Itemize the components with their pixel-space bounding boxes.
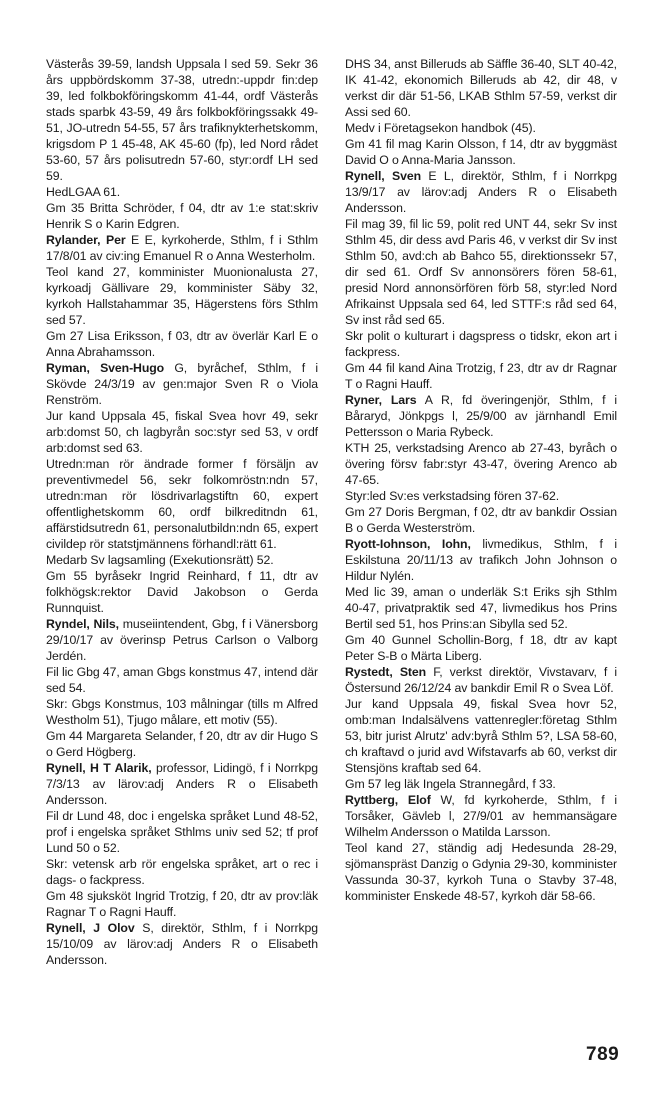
entry-text: W, fd kyrkoherde, Sthlm, f i Torsåker, Gävleb l, 27/9/01 av hemmansägare Wilhelm Andersson o Matilda Larsson.: [345, 793, 617, 839]
entry-text: Skr: vetensk arb rör engelska språket, art o rec i dags- o fackpress.: [46, 857, 318, 887]
entry-text: Gm 27 Lisa Eriksson, f 03, dtr av överlär Karl E o Anna Abrahamsson.: [46, 329, 318, 359]
biography-entry: [345, 440, 617, 488]
entry-text: E L, direktör, Sthlm, f i Norrkpg 13/9/17 av lärov:adj Anders R o Elisabeth Andersson.: [345, 169, 617, 215]
entry-text: Teol kand 27, ständig adj Hedesunda 28-29, sjömanspräst Danzig o Gdynia 29-30, komminister Vassunda 30-37, kyrkoh Tuna o Stavby 37-48, komminister Enskede 48-57, kyrkoh där 58-66.: [345, 841, 617, 903]
biography-entry: [46, 728, 318, 760]
person-name: Ryott-Iohnson, Iohn,: [345, 537, 471, 551]
biography-entry: [46, 264, 318, 328]
entry-text: Skr: Gbgs Konstmus, 103 målningar (tills m Alfred Westholm 51), Tjugo målare, ett motiv (55).: [46, 697, 318, 727]
entry-text: G, byråchef, Sthlm, f i Skövde 24/3/19 av gen:major Sven R o Viola Renström.: [46, 361, 318, 407]
entry-text: F, verkst direktör, Vivstavarv, f i Östersund 26/12/24 av bankdir Emil R o Svea Löf.: [345, 665, 617, 695]
biography-entry: [46, 616, 318, 664]
biography-entry: [46, 920, 318, 968]
entry-text: Gm 44 fil kand Aina Trotzig, f 23, dtr av dr Ragnar T o Ragni Hauff.: [345, 361, 617, 391]
biography-entry: [345, 696, 617, 776]
biography-entry: [345, 584, 617, 632]
entry-text: Jur kand Uppsala 45, fiskal Svea hovr 49, sekr arb:domst 50, ch lagbyrån soc:styr sed 53, v ordf arb:domst sed 63.: [46, 409, 318, 455]
biography-entry: [46, 232, 318, 264]
entry-text: S, direktör, Sthlm, f i Norrkpg 15/10/09 av lärov:adj Anders R o Elisabeth Andersson.: [46, 921, 318, 967]
biography-entry: [345, 392, 617, 440]
entry-text: Gm 48 sjuksköt Ingrid Trotzig, f 20, dtr av prov:läk Ragnar T o Ragni Hauff.: [46, 889, 318, 919]
biography-entry: [46, 328, 318, 360]
person-name: Ryman, Sven-Hugo: [46, 361, 165, 375]
entry-text: Gm 41 fil mag Karin Olsson, f 14, dtr av byggmäst David O o Anna-Maria Jansson.: [345, 137, 617, 167]
entry-text: KTH 25, verkstadsing Arenco ab 27-43, byråch o övering försv fabr:styr 43-47, övering Arenco ab 47-65.: [345, 441, 617, 487]
biography-entry: [46, 456, 318, 552]
entry-text: Skr polit o kulturart i dagspress o tidskr, ekon art i fackpress.: [345, 329, 617, 359]
entry-text: livmedikus, Sthlm, f i Eskilstuna 20/11/13 av trafikch John Johnson o Hildur Nylén.: [345, 537, 618, 583]
biography-entry: [345, 664, 617, 696]
biography-entry: [46, 200, 318, 232]
person-name: Rynell, J Olov: [46, 921, 135, 935]
biography-entry: [345, 56, 617, 120]
entry-text: Med lic 39, aman o underläk S:t Eriks sjh Sthlm 40-47, privatpraktik sed 47, livmedikus hos Prins Bertil sed 51, hos Prins:an Sibylla sed 52.: [345, 585, 617, 631]
entry-text: E E, kyrkoherde, Sthlm, f i Sthlm 17/8/01 av civ:ing Emanuel R o Anna Westerholm.: [46, 233, 318, 263]
biography-entry: [345, 136, 617, 168]
entry-text: Fil lic Gbg 47, aman Gbgs konstmus 47, intend där sed 54.: [46, 665, 318, 695]
biography-entry: [46, 664, 318, 696]
entry-text: Gm 57 leg läk Ingela Strannegård, f 33.: [345, 777, 556, 791]
entry-text: museiintendent, Gbg, f i Vänersborg 29/10/17 av överinsp Petrus Carlson o Valborg Jerdén.: [46, 617, 318, 663]
person-name: Rylander, Per: [46, 233, 126, 247]
entry-text: Fil dr Lund 48, doc i engelska språket Lund 48-52, prof i engelska språket Sthlms univ sed 52; tf prof Lund 50 o 52.: [46, 809, 318, 855]
entry-text: HedLGAA 61.: [46, 185, 121, 199]
person-name: Ryner, Lars: [345, 393, 417, 407]
biography-entry: [46, 568, 318, 616]
biography-entry: [345, 792, 617, 840]
entry-text: Jur kand Uppsala 49, fiskal Svea hovr 52, omb:man Indalsälvens vattenregler:företag Sthlm 53, bitr jurist Alrutz' adv:byrå Sthlm 5?, LSA 58-60, ch kraftavd o jurid avd Wifstavarfs ab 60, verkst dir Stensjöns kraftab sed 64.: [345, 697, 617, 775]
entry-text: Gm 35 Britta Schröder, f 04, dtr av 1:e stat:skriv Henrik S o Karin Edgren.: [46, 201, 318, 231]
person-name: Rystedt, Sten: [345, 665, 427, 679]
entry-text: A R, fd överingenjör, Sthlm, f i Båraryd, Jönkpgs l, 25/9/00 av järnhandl Emil Pettersson o Maria Rybeck.: [345, 393, 617, 439]
biography-entry: [46, 56, 318, 184]
entry-text: Gm 44 Margareta Selander, f 20, dtr av dir Hugo S o Gerd Högberg.: [46, 729, 318, 759]
biography-entry: [46, 856, 318, 888]
biography-entry: [46, 888, 318, 920]
biography-entry: [345, 328, 617, 360]
person-name: Rynell, Sven: [345, 169, 422, 183]
entry-text: Västerås 39-59, landsh Uppsala l sed 59. Sekr 36 års uppbördskomm 37-38, utredn:-uppdr fin:dep 39, led folkbokföringskomm 41-44, ordf Västerås stads sparbk 43-59, 49 års folkbokföringssakk 49-51, JO-utredn 54-55, 57 års trafiknykterhetskomm, krigsdom P 1 45-48, AK 45-60 (fp), led Nord rådet 53-60, 57 års polisutredn 57-60, styr:ordf LH sed 59.: [46, 57, 318, 183]
person-name: Ryttberg, Elof: [345, 793, 431, 807]
biography-entry: [46, 360, 318, 408]
entry-text: Styr:led Sv:es verkstadsing fören 37-62.: [345, 489, 560, 503]
entry-text: Medarb Sv lagsamling (Exekutionsrätt) 52.: [46, 553, 274, 567]
biography-entry: [46, 808, 318, 856]
biography-entry: [345, 488, 617, 504]
entry-text: Medv i Företagsekon handbok (45).: [345, 121, 536, 135]
biography-entry: [345, 168, 617, 216]
biography-entry: [345, 840, 617, 904]
biography-entry: [345, 536, 617, 584]
entry-text: Gm 27 Doris Bergman, f 02, dtr av bankdir Ossian B o Gerda Westerström.: [345, 505, 617, 535]
entry-text: Gm 55 byråsekr Ingrid Reinhard, f 11, dtr av folkhögsk:rektor David Jakobson o Gerda Runnquist.: [46, 569, 318, 615]
entry-text: professor, Lidingö, f i Norrkpg 7/3/13 av lärov:adj Anders R o Elisabeth Andersson.: [46, 761, 318, 807]
biography-entry: [46, 760, 318, 808]
biography-entry: [345, 216, 617, 328]
biography-entry: [46, 696, 318, 728]
entry-text: Fil mag 39, fil lic 59, polit red UNT 44, sekr Sv inst Sthlm 45, dir dess avd Paris 46, v verkst dir Sv inst Sthlm 50, avd:ch ab Bahco 55, direktionssekr 57, dir sed 61. Ordf Sv annonsörers fören 58-61, presid Nord annonsörfören förb 58, styr:led Nord Afrikainst Uppsala sed 64, led STTF:s råd sed 64, Sv inst råd sed 65.: [345, 217, 617, 327]
entry-text: Teol kand 27, komminister Muonionalusta 27, kyrkoadj Gällivare 29, komminister Säby 32, kyrkoh Hallstahammar 35, Hägerstens förs Sthlm sed 57.: [46, 265, 318, 327]
entry-text: Gm 40 Gunnel Schollin-Borg, f 18, dtr av kapt Peter S-B o Märta Liberg.: [345, 633, 617, 663]
biography-entry: [345, 360, 617, 392]
left-column: [46, 56, 318, 968]
page-number: 789: [586, 1044, 620, 1065]
person-name: Ryndel, Nils,: [46, 617, 119, 631]
biography-entry: [345, 504, 617, 536]
person-name: Rynell, H T Alarik,: [46, 761, 152, 775]
biography-entry: [345, 776, 617, 792]
biography-entry: [345, 120, 617, 136]
right-column: [345, 56, 617, 904]
entry-text: Utredn:man rör ändrade former f försäljn av preventivmedel 56, sekr folkomröstn:ndn 57, utredn:man rör lösdrivarlagstiftn 60, expert offentlighetskomm 60, ordf bilkreditndn 61, affärstidsutredn 61, personalutbildn:ndn 65, expert civildep rör statstjmännens förhandl:rätt 61.: [46, 457, 318, 551]
biography-entry: [46, 184, 318, 200]
biography-entry: [46, 552, 318, 568]
entry-text: DHS 34, anst Billeruds ab Säffle 36-40, SLT 40-42, IK 41-42, ekonomich Billeruds ab 42, dir 48, v verkst dir där 51-56, LKAB Sthlm 57-59, verkst dir Assi sed 60.: [345, 57, 617, 119]
biography-entry: [46, 408, 318, 456]
biography-entry: [345, 632, 617, 664]
